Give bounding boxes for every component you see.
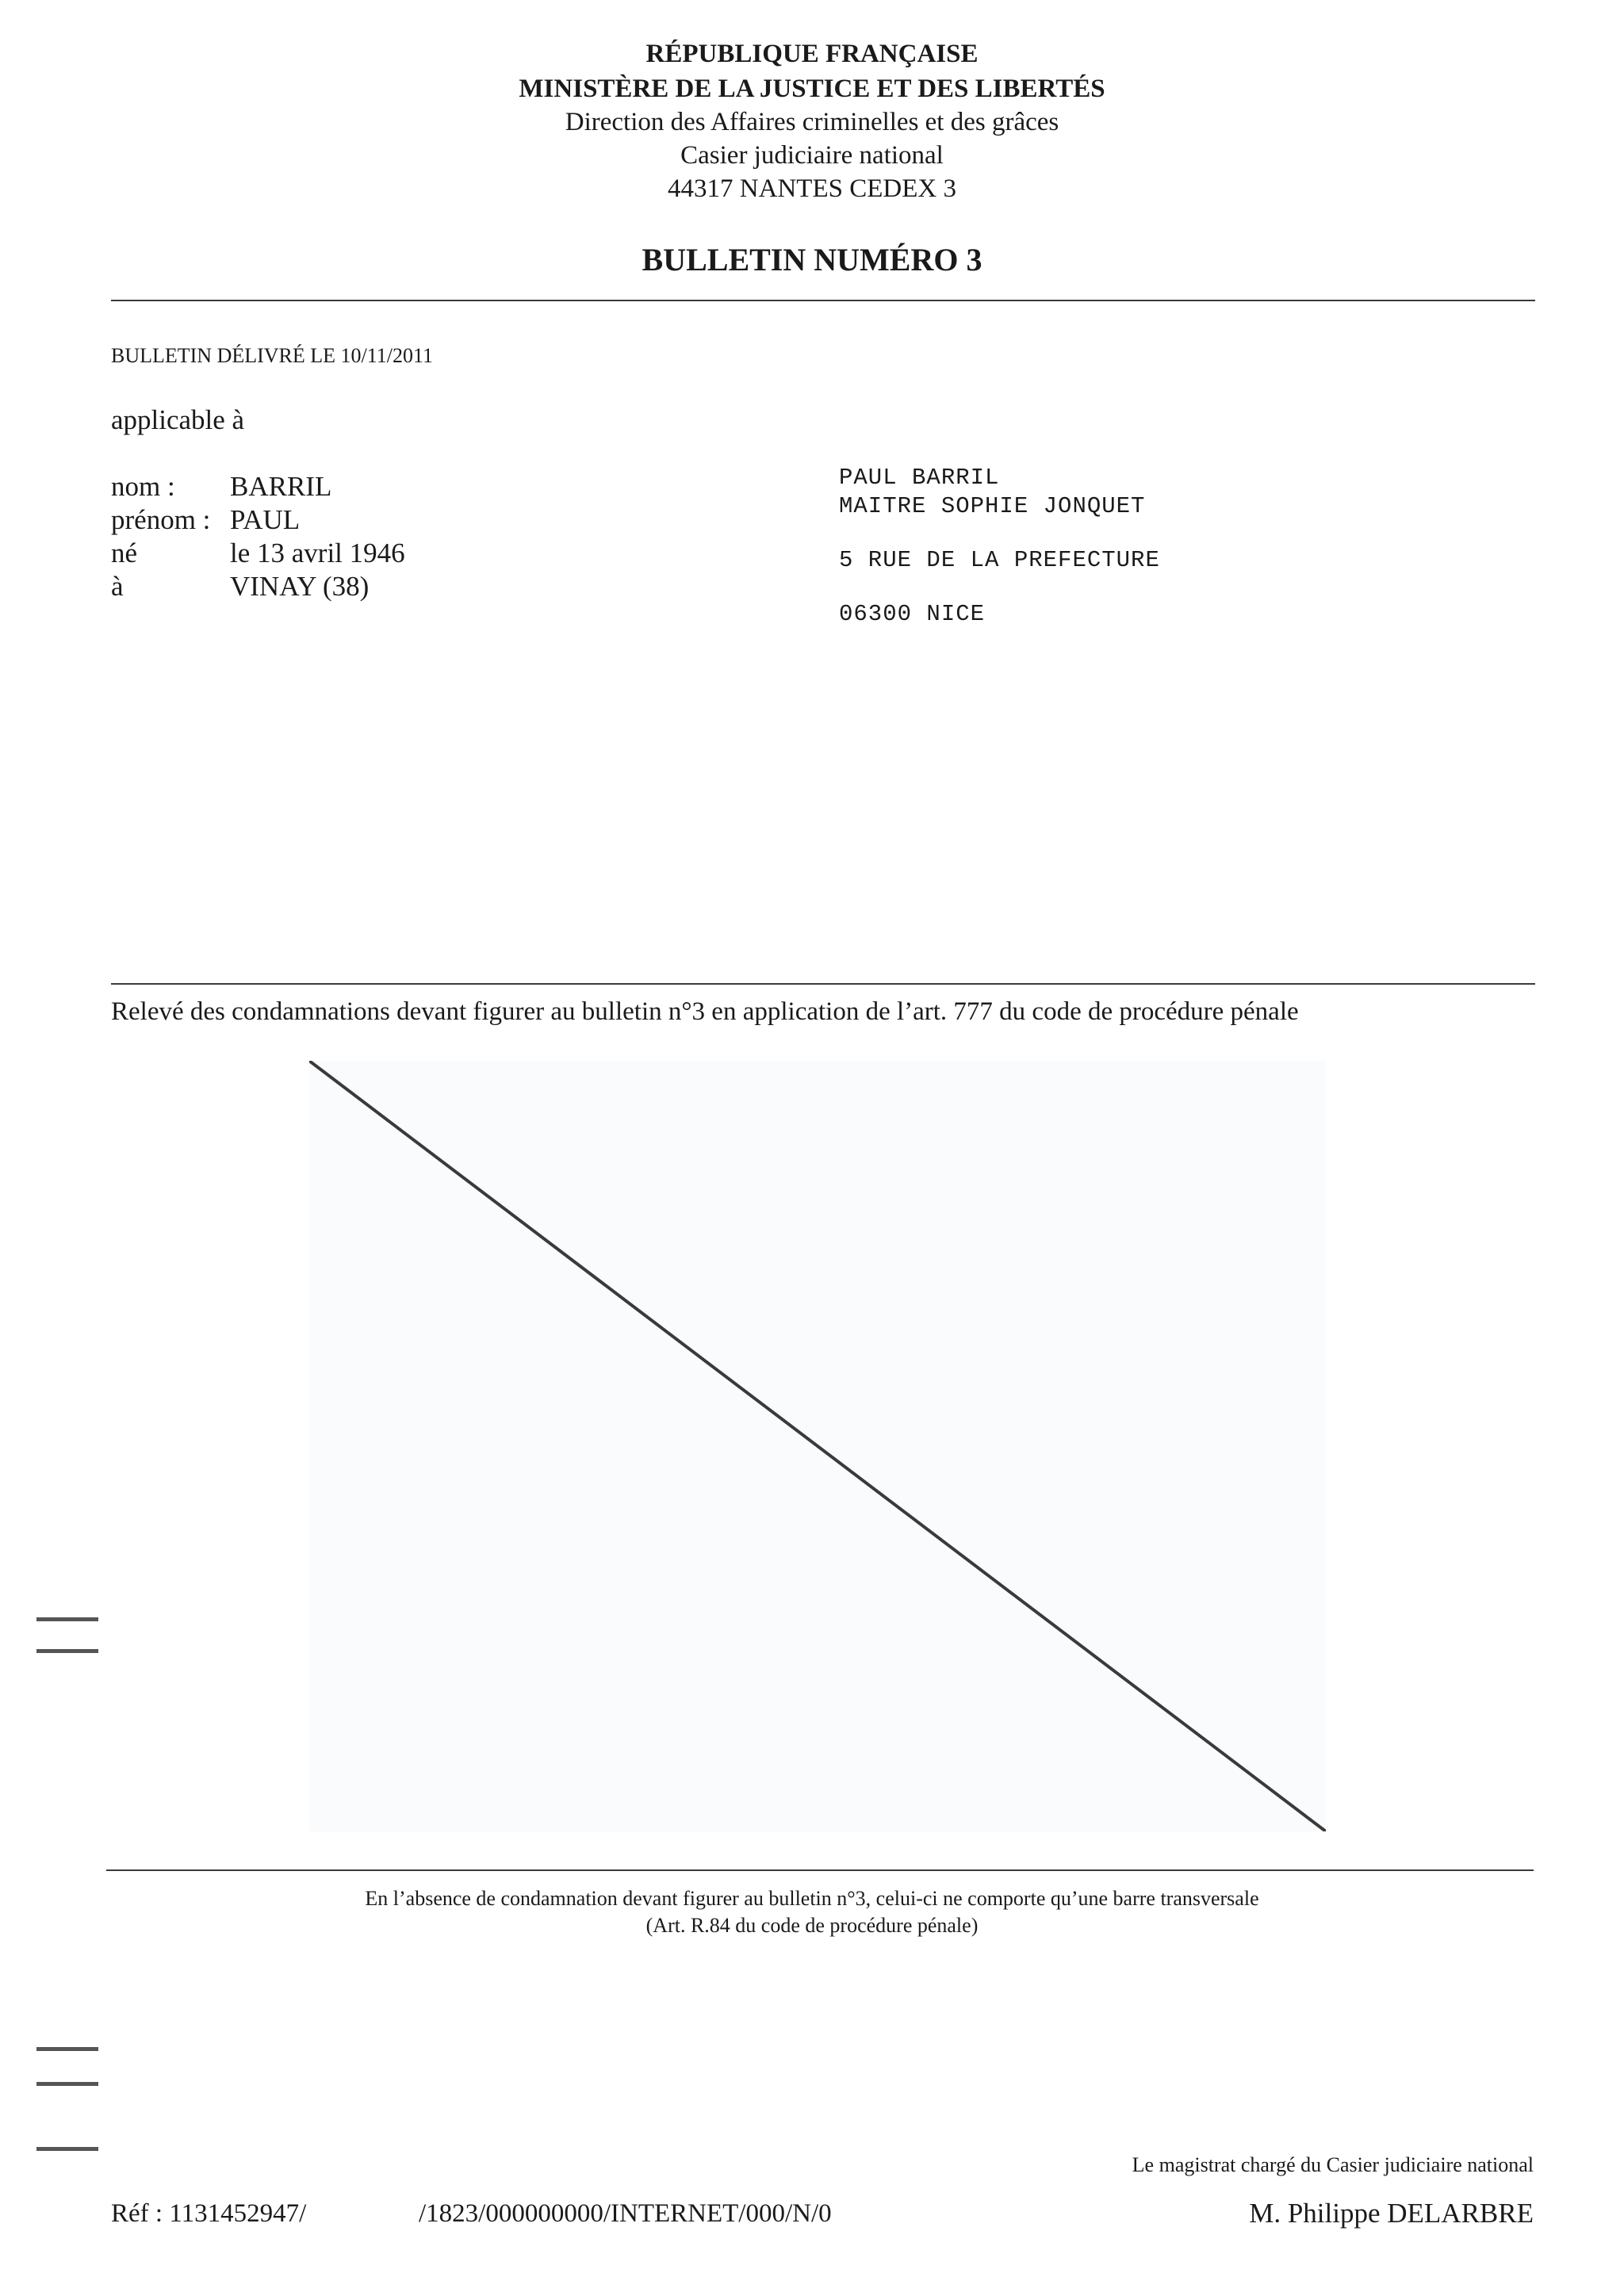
recipient-line1: PAUL BARRIL <box>839 465 1000 491</box>
header-republic: RÉPUBLIQUE FRANÇAISE <box>645 40 979 68</box>
header-address: 44317 NANTES CEDEX 3 <box>668 174 956 203</box>
prenom-value: PAUL <box>230 504 301 535</box>
delivered-date: BULLETIN DÉLIVRÉ LE 10/11/2011 <box>111 344 434 367</box>
notice-line1: En l’absence de condamnation devant figurer au bulletin n°3, celui-ci ne comporte qu’une barre transversale <box>365 1887 1259 1910</box>
recipient-line3: 5 RUE DE LA PREFECTURE <box>839 547 1160 573</box>
margin-mark <box>36 1649 98 1653</box>
releve-heading: Relevé des condamnations devant figurer au bulletin n°3 en application de l’art. 777 du code de procédure pénale <box>111 997 1299 1026</box>
ref-label: Réf : 1131452947/ <box>111 2199 307 2228</box>
margin-mark <box>36 1617 98 1621</box>
a-value: VINAY (38) <box>230 571 370 602</box>
header-service: Casier judiciaire national <box>680 141 944 170</box>
nom-label: nom : <box>111 471 175 502</box>
a-label: à <box>111 571 124 602</box>
header-ministry: MINISTÈRE DE LA JUSTICE ET DES LIBERTÉS <box>519 75 1105 103</box>
header-direction: Direction des Affaires criminelles et des grâces <box>565 108 1059 136</box>
transversal-bar <box>309 1061 1326 1831</box>
ne-label: né <box>111 538 138 568</box>
recipient-line2: MAITRE SOPHIE JONQUET <box>839 493 1146 519</box>
magistrate-title: Le magistrat chargé du Casier judiciaire national <box>1132 2153 1534 2176</box>
ne-value: le 13 avril 1946 <box>230 538 405 568</box>
notice-divider <box>106 1869 1534 1871</box>
magistrate-name: M. Philippe DELARBRE <box>1249 2198 1534 2229</box>
applicable-label: applicable à <box>111 404 245 435</box>
convictions-area <box>309 1061 1326 1831</box>
margin-mark <box>36 2082 98 2086</box>
ref-code: /1823/000000000/INTERNET/000/N/0 <box>419 2199 832 2228</box>
bulletin-title: BULLETIN NUMÉRO 3 <box>642 242 982 277</box>
prenom-label: prénom : <box>111 504 211 535</box>
notice-line2: (Art. R.84 du code de procédure pénale) <box>645 1914 979 1937</box>
nom-value: BARRIL <box>230 471 332 502</box>
recipient-line4: 06300 NICE <box>839 601 986 627</box>
margin-mark <box>36 2147 98 2151</box>
section-divider <box>111 983 1535 985</box>
margin-mark <box>36 2047 98 2051</box>
header-divider <box>111 300 1535 301</box>
